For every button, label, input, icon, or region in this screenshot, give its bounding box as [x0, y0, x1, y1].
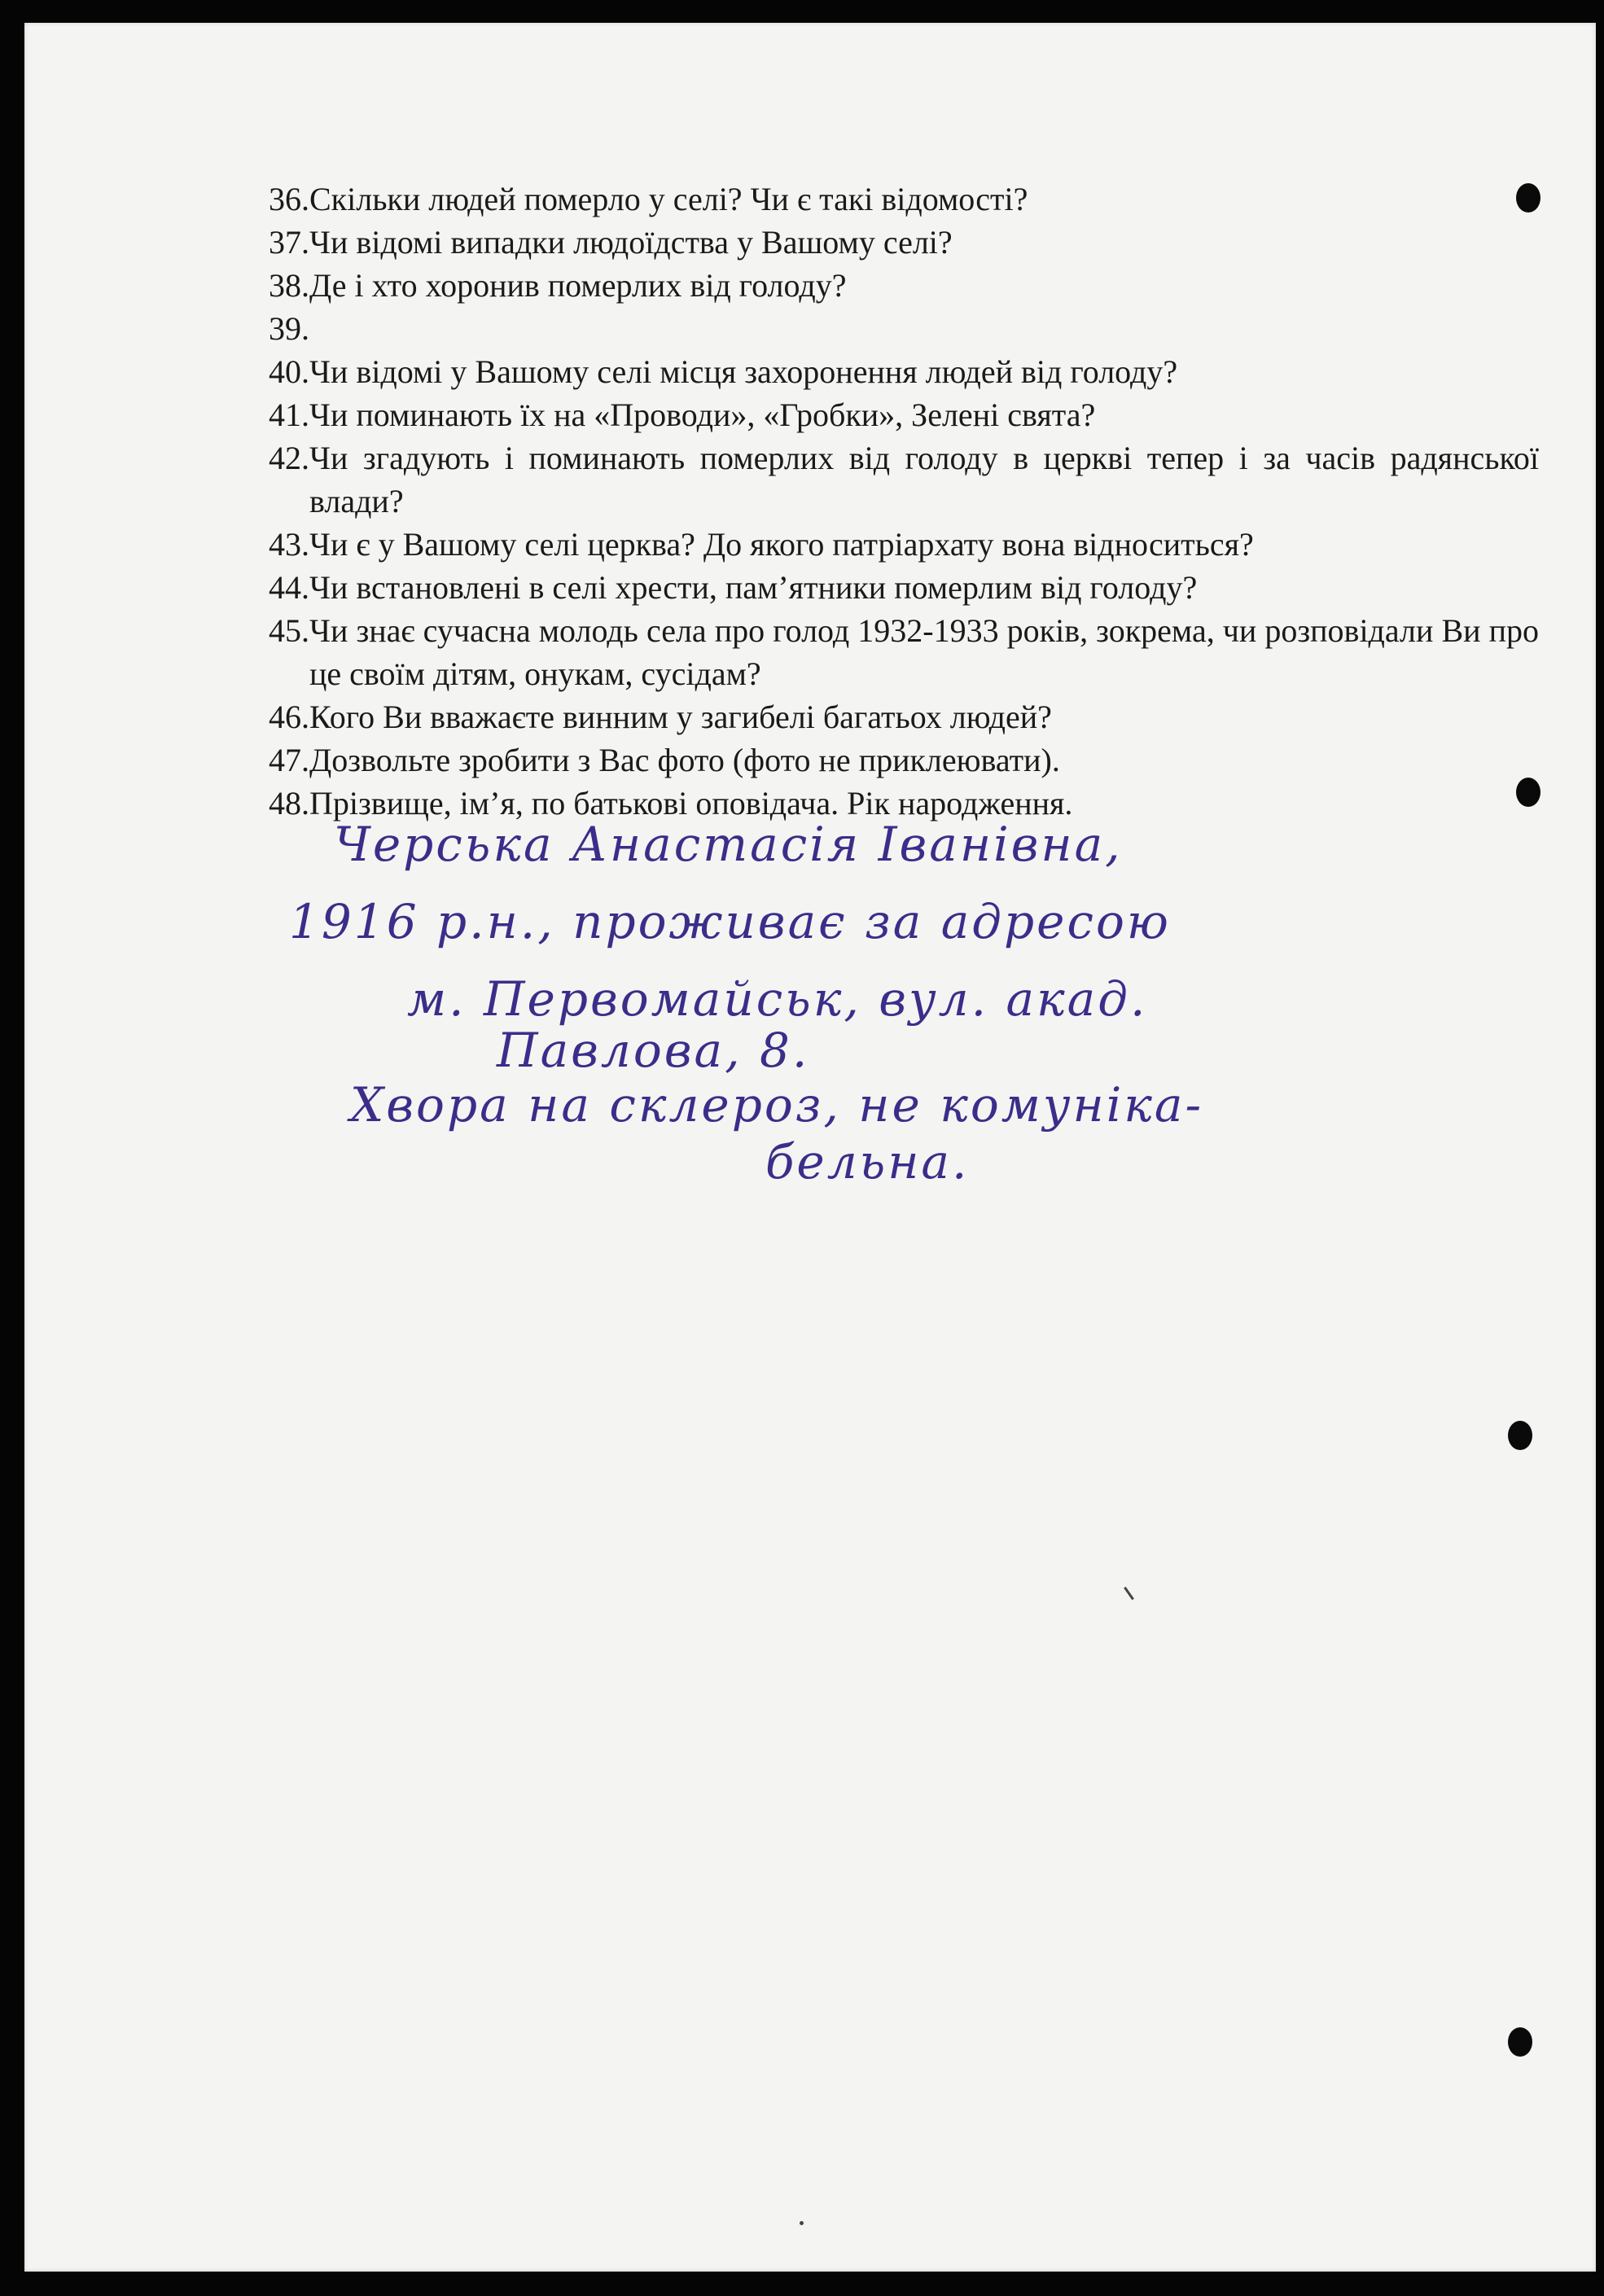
question-item — [269, 307, 1539, 350]
question-item — [269, 264, 1539, 307]
punch-hole — [1508, 2027, 1532, 2057]
question-item — [269, 738, 1539, 782]
handwritten-line: Павлова, 8. — [497, 1023, 810, 1078]
punch-hole — [1516, 778, 1540, 807]
question-number: 39. — [269, 310, 309, 347]
question-text: Чи відомі у Вашому селі місця захоронення людей від голоду? — [309, 353, 1178, 390]
question-number: 48. — [269, 785, 309, 822]
question-number: 45. — [269, 612, 309, 649]
handwritten-line: бельна. — [765, 1134, 970, 1190]
question-number: 46. — [269, 699, 309, 735]
question-item — [269, 436, 1539, 523]
question-number: 42. — [269, 440, 309, 476]
handwritten-line: Хвора на склероз, не комуніка- — [350, 1077, 1204, 1133]
question-text: Кого Ви вважаєте винним у загибелі багатьох людей? — [309, 699, 1052, 735]
handwritten-line: Черська Анастасія Іванівна, — [334, 817, 1123, 872]
document-page — [24, 23, 1596, 2272]
question-item — [269, 221, 1539, 264]
question-item — [269, 177, 1539, 221]
dot-mark — [800, 2221, 804, 2225]
question-text: Дозвольте зробити з Вас фото (фото не приклеювати). — [309, 742, 1060, 778]
question-item — [269, 566, 1539, 609]
question-number: 40. — [269, 353, 309, 390]
question-text: Чи відомі випадки людоїдства у Вашому селі? — [309, 224, 953, 261]
question-text — [309, 307, 1539, 350]
question-text: Чи поминають їх на «Проводи», «Гробки», Зелені свята? — [309, 397, 1096, 433]
question-item — [269, 695, 1539, 738]
question-number: 47. — [269, 742, 309, 778]
question-number: 41. — [269, 397, 309, 433]
question-text: Скільки людей померло у селі? Чи є такі відомості? — [309, 181, 1028, 217]
question-text: Чи згадують і поминають померлих від голоду в церкві тепер і за часів радянської влади? — [309, 440, 1539, 519]
question-text: Чи встановлені в селі хрести, пам’ятники померлим від голоду? — [309, 569, 1198, 606]
questionnaire-list — [269, 177, 1539, 825]
question-text: Де і хто хоронив померлих від голоду? — [309, 267, 847, 304]
question-item — [269, 393, 1539, 436]
question-item — [269, 523, 1539, 566]
question-text: Чи знає сучасна молодь села про голод 1932-1933 років, зокрема, чи розповідали Ви про це своїм дітям, онукам, сусідам? — [309, 612, 1539, 692]
question-number: 43. — [269, 526, 309, 563]
question-text: Прізвище, ім’я, по батькові оповідача. Рік народження. — [309, 785, 1073, 822]
question-number: 44. — [269, 569, 309, 606]
question-item — [269, 609, 1539, 695]
question-number: 38. — [269, 267, 309, 304]
question-item — [269, 350, 1539, 393]
punch-hole — [1516, 183, 1540, 213]
question-text: Чи є у Вашому селі церква? До якого патріархату вона відноситься? — [309, 526, 1254, 563]
question-number: 36. — [269, 181, 309, 217]
handwritten-line: 1916 р.н., проживає за адресою — [289, 894, 1171, 949]
punch-hole — [1508, 1421, 1532, 1450]
question-number: 37. — [269, 224, 309, 261]
scratch-mark — [1124, 1587, 1134, 1600]
handwritten-line: м. Первомайськ, вул. акад. — [407, 971, 1148, 1027]
